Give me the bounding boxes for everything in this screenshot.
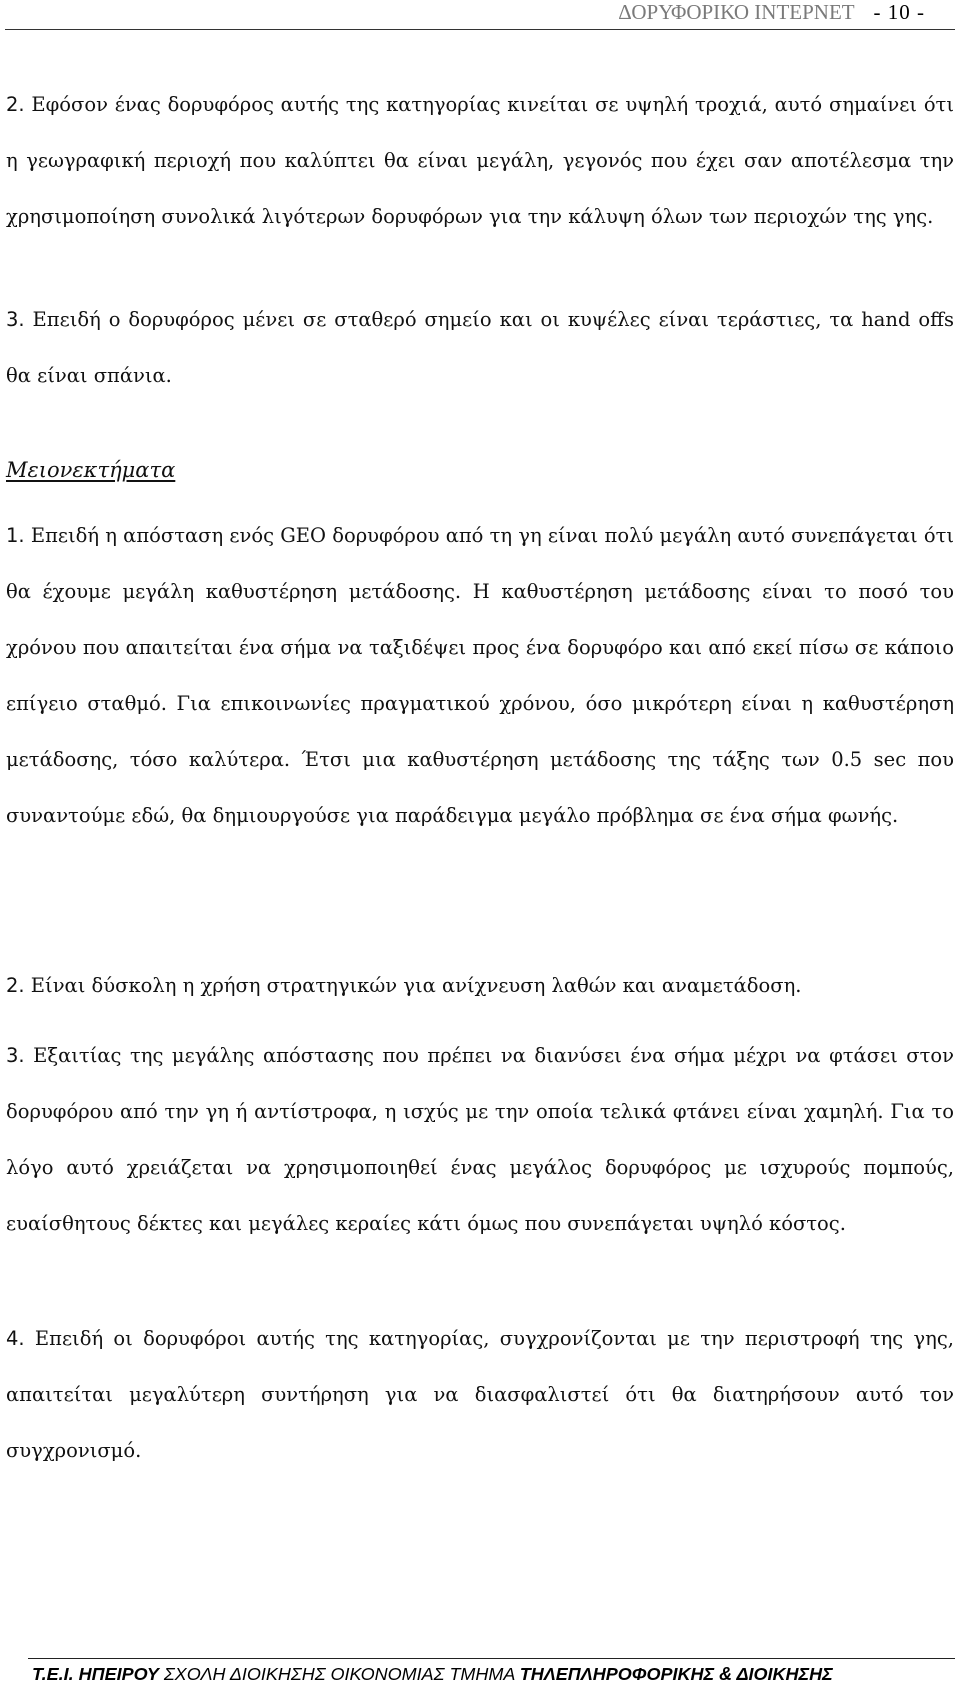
paragraph-text: Είναι δύσκολη η χρήση στρατηγικών για ανίχνευση λαθών και αναμετάδοση. (24, 974, 802, 997)
paragraph-text: Επειδή η απόσταση ενός GEO δορυφόρου από τη γη είναι πολύ μεγάλη αυτό συνεπάγεται ότι θα έχουμε μεγάλη καθυστέρηση μετάδοσης. Η καθυστέρηση μετάδοσης είναι το ποσό του χρόνου που απαιτείται ένα σήμα να ταξιδέψει προς ένα δορυφόρο και από εκεί πίσω σε κάποιο επίγειο σταθμό. Για επικοινωνίες πραγματικού χρόνου, όσο μικρότερη είναι η καθυστέρηση μετάδοσης, τόσο καλύτερα. Έτσι μια καθυστέρηση μετάδοσης της τάξης των 0.5 sec που συναντούμε εδώ, θα δημιουργούσε για παράδειγμα μεγάλο πρόβλημα σε ένα σήμα φωνής. (6, 524, 954, 827)
disadvantage-paragraph-4 (6, 1311, 954, 1479)
item-number: 2. (6, 93, 25, 116)
page-header (0, 0, 925, 30)
footer-school: ΣΧΟΛΗ ΔΙΟΙΚΗΣΗΣ ΟΙΚΟΝΟΜΙΑΣ ΤΜΗΜΑ (158, 1664, 520, 1684)
paragraph-text: Επειδή ο δορυφόρος μένει σε σταθερό σημείο και οι κυψέλες είναι τεράστιες, τα hand offs θα είναι σπάνια. (6, 308, 954, 387)
header-title: ΔΟΡΥΦΟΡΙΚΟ ΙΝΤΕΡΝΕΤ (618, 0, 855, 24)
disadvantage-paragraph-1 (6, 508, 954, 844)
page-footer (32, 1664, 952, 1692)
advantage-paragraph-3 (6, 292, 954, 404)
footer-divider (28, 1658, 955, 1659)
disadvantage-paragraph-2 (6, 958, 954, 1014)
advantage-paragraph-2 (6, 77, 954, 245)
item-number: 1. (6, 524, 25, 547)
item-number: 3. (6, 1044, 25, 1067)
page-number: - 10 - (873, 0, 925, 24)
footer-institution: Τ.Ε.Ι. ΗΠΕΙΡΟΥ (32, 1664, 159, 1684)
disadvantage-paragraph-3 (6, 1028, 954, 1252)
item-number: 4. (6, 1327, 25, 1350)
section-subheading: Μειονεκτήματα (6, 458, 176, 482)
item-number: 3. (6, 308, 25, 331)
item-number: 2. (6, 974, 25, 997)
paragraph-text: Εφόσον ένας δορυφόρος αυτής της κατηγορίας κινείται σε υψηλή τροχιά, αυτό σημαίνει ότι η γεωγραφική περιοχή που καλύπτει θα είναι μεγάλη, γεγονός που έχει σαν αποτέλεσμα την χρησιμοποίηση συνολικά λιγότερων δορυφόρων για την κάλυψη όλων των περιοχών της γης. (6, 93, 954, 228)
paragraph-text: Εξαιτίας της μεγάλης απόστασης που πρέπει να διανύσει ένα σήμα μέχρι να φτάσει στον δορυφόρου από την γη ή αντίστροφα, η ισχύς με την οποία τελικά φτάνει είναι χαμηλή. Για το λόγο αυτό χρειάζεται να χρησιμοποιηθεί ένας μεγάλος δορυφόρος με ισχυρούς πομπούς, ευαίσθητους δέκτες και μεγάλες κεραίες κάτι όμως που συνεπάγεται υψηλό κόστος. (6, 1044, 954, 1235)
header-divider (5, 29, 955, 30)
paragraph-text: Επειδή οι δορυφόροι αυτής της κατηγορίας, συγχρονίζονται με την περιστροφή της γης, απαιτείται μεγαλύτερη συντήρηση για να διασφαλιστεί ότι θα διατηρήσουν αυτό τον συγχρονισμό. (6, 1327, 954, 1462)
footer-department: ΤΗΛΕΠΛΗΡΟΦΟΡΙΚΗΣ & ΔΙΟΙΚΗΣΗΣ (519, 1664, 833, 1684)
